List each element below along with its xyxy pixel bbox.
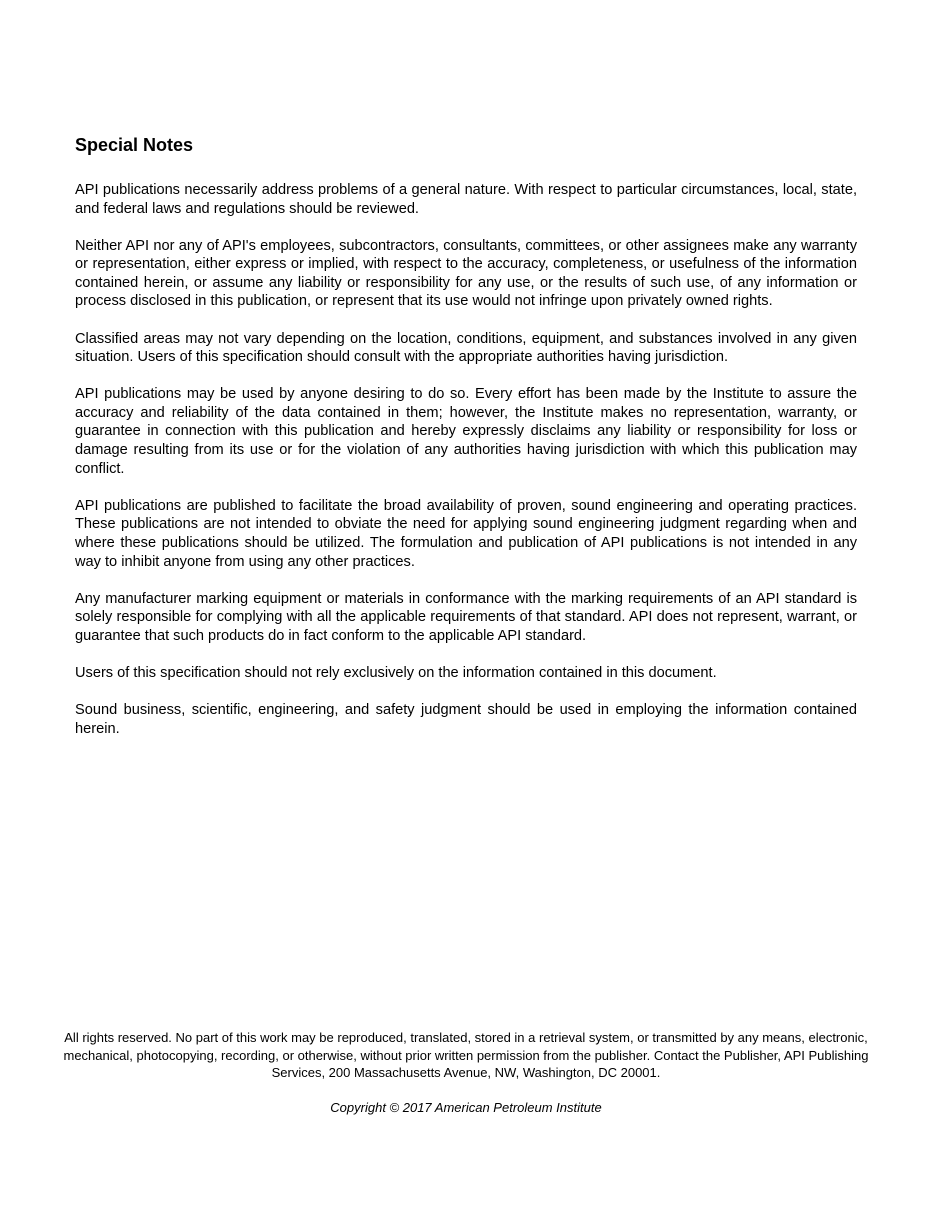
rights-notice: All rights reserved. No part of this work may be reproduced, translated, stored in a retrieval system, or transmitted by any means, electronic, mechanical, photocopying, recording, or otherwise, without prior written permission from the publisher. Contact the Publisher, API Publishing Services, 200 Massachusetts Avenue, NW, Washington, DC 20001. [63, 1030, 869, 1080]
note-paragraph: Any manufacturer marking equipment or materials in conformance with the marking requirements of an API standard is solely responsible for complying with all the applicable requirements of that standard. API does not represent, warrant, or guarantee that such products do in fact conform to the applicable API standard. [75, 590, 857, 644]
note-paragraph: Classified areas may not vary depending on the location, conditions, equipment, and substances involved in any given situation. Users of this specification should consult with the appropriate authorities having jurisdiction. [75, 330, 857, 366]
note-paragraph: Sound business, scientific, engineering, and safety judgment should be used in employing the information contained herein. [75, 701, 857, 737]
note-paragraph: API publications are published to facilitate the broad availability of proven, sound engineering and operating practices. These publications are not intended to obviate the need for applying sound engineering judgment regarding when and where these publications should be utilized. The formulation and publication of API publications is not intended in any way to inhibit anyone from using any other practices. [75, 497, 857, 570]
note-paragraph: Neither API nor any of API's employees, subcontractors, consultants, committees, or other assignees make any warranty or representation, either express or implied, with respect to the accuracy, completeness, or usefulness of the information contained herein, or assume any liability or responsibility for any use, or the results of such use, of any information or process disclosed in this publication, or represent that its use would not infringe upon privately owned rights. [75, 237, 857, 310]
page-title: Special Notes [75, 135, 194, 155]
note-paragraph: API publications necessarily address problems of a general nature. With respect to particular circumstances, local, state, and federal laws and regulations should be reviewed. [75, 182, 857, 217]
note-paragraph: API publications may be used by anyone desiring to do so. Every effort has been made by the Institute to assure the accuracy and reliability of the data contained in them; however, the Institute makes no representation, warranty, or guarantee in connection with this publication and hereby expressly disclaims any liability or responsibility for loss or damage resulting from its use or for the violation of any authorities having jurisdiction with which this publication may conflict. [75, 386, 857, 477]
page-footer [60, 1029, 872, 1116]
special-notes-body [75, 181, 857, 757]
note-paragraph: Users of this specification should not rely exclusively on the information contained in this document. [75, 664, 717, 681]
copyright-notice: Copyright © 2017 American Petroleum Institute [330, 1099, 602, 1115]
